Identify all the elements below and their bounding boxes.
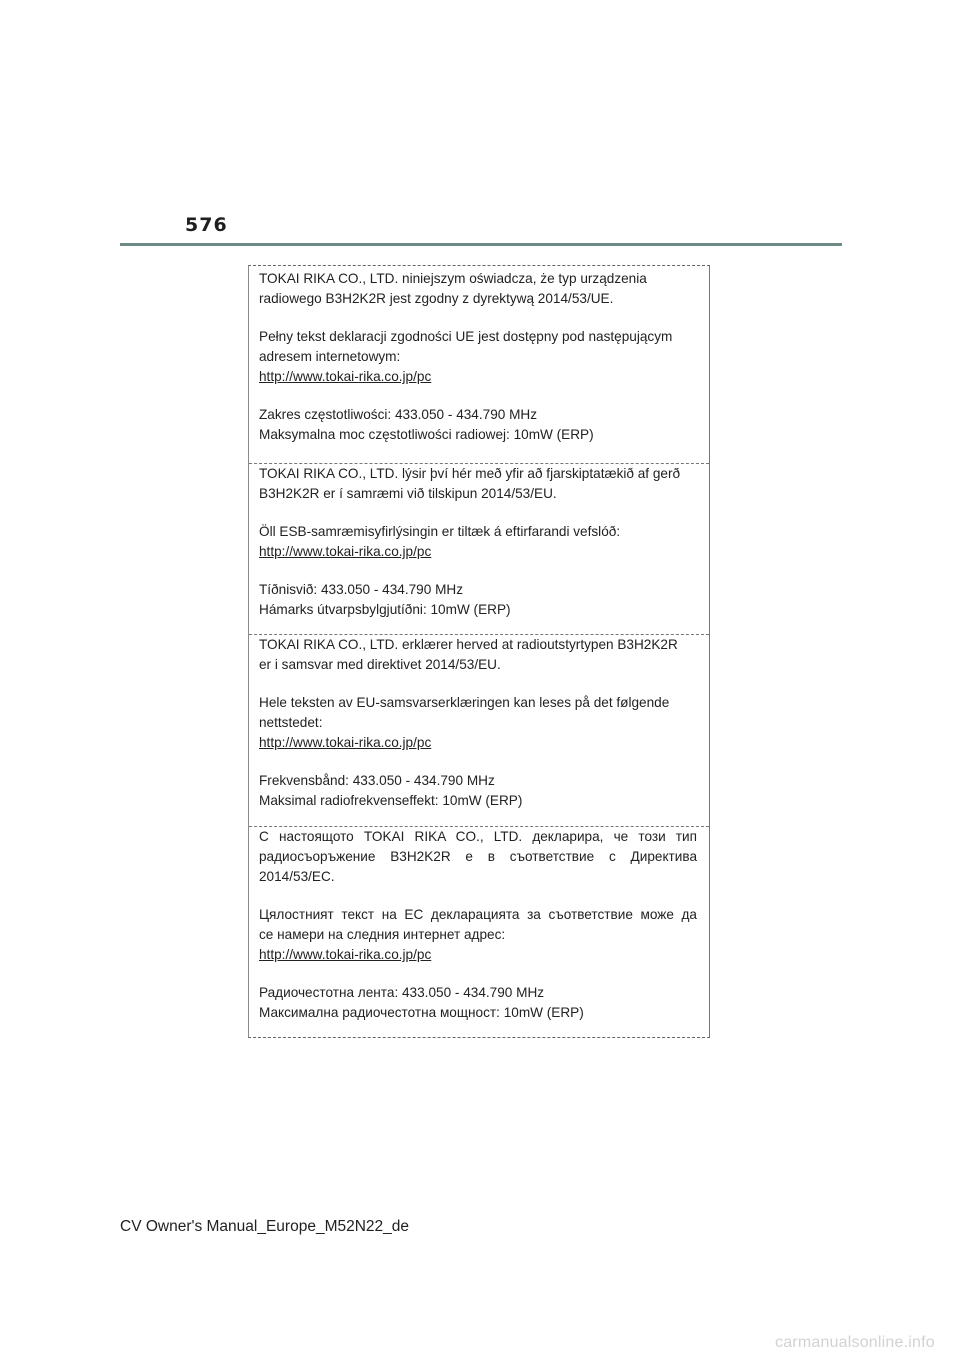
- frequency-range: Tíðnisvið: 433.050 - 434.790 MHz: [259, 582, 464, 597]
- frequency-range: Радиочестотна лента: 433.050 - 434.790 MHz: [259, 985, 545, 1000]
- notice-line: Hele teksten av EU-samsvarserklæringen kan leses på det følgende: [259, 695, 670, 710]
- intro-line: TOKAI RIKA CO., LTD. lýsir því hér með yfir að fjarskiptatækið af gerð: [259, 466, 681, 481]
- frequency-range: Zakres częstotliwości: 433.050 - 434.790 MHz: [259, 407, 538, 422]
- declaration-section-bg: [249, 826, 709, 1023]
- notice-line: Pełny tekst deklaracji zgodności UE jest dostępny pod następującym: [259, 329, 673, 344]
- declaration-box: [248, 265, 710, 1038]
- notice-line: adresem internetowym:: [259, 349, 401, 364]
- declaration-section-is: [249, 463, 709, 620]
- notice-line: Цялостният текст на ЕС декларацията за съответствие може да: [259, 907, 697, 922]
- notice-line: nettstedet:: [259, 715, 323, 730]
- notice-line: се намери на следния интернет адрес:: [259, 927, 506, 942]
- header-rule: [120, 243, 842, 246]
- max-power: Максимална радиочестотна мощност: 10mW (ERP): [259, 1005, 584, 1020]
- max-power: Hámarks útvarpsbylgjutíðni: 10mW (ERP): [259, 602, 511, 617]
- declaration-section-pl: [249, 269, 709, 445]
- intro-line: радиосъоръжение B3H2K2R е в съответствие с Директива: [259, 849, 697, 864]
- frequency-range: Frekvensbånd: 433.050 - 434.790 MHz: [259, 773, 495, 788]
- max-power: Maksymalna moc częstotliwości radiowej: 10mW (ERP): [259, 427, 594, 442]
- notice-line: Öll ESB-samræmisyfirlýsingin er tiltæk á eftirfarandi vefslóð:: [259, 524, 621, 539]
- intro-line: С настоящото TOKAI RIKA CO., LTD. декларира, че този тип: [259, 829, 697, 844]
- intro-line: TOKAI RIKA CO., LTD. niniejszym oświadcza, że typ urządzenia: [259, 271, 647, 286]
- intro-line: radiowego B3H2K2R jest zgodny z dyrektywą 2014/53/UE.: [259, 291, 614, 306]
- intro-line: TOKAI RIKA CO., LTD. erklærer herved at radioutstyrtypen B3H2K2R: [259, 637, 678, 652]
- declaration-link[interactable]: http://www.tokai-rika.co.jp/pc: [259, 735, 432, 750]
- watermark: carmanualsonline.info: [775, 1334, 935, 1351]
- intro-line: B3H2K2R er í samræmi við tilskipun 2014/53/EU.: [259, 486, 557, 501]
- declaration-section-no: [249, 634, 709, 811]
- declaration-link[interactable]: http://www.tokai-rika.co.jp/pc: [259, 369, 432, 384]
- footer-manual-name: CV Owner's Manual_Europe_M52N22_de: [120, 1218, 410, 1235]
- declaration-link[interactable]: http://www.tokai-rika.co.jp/pc: [259, 544, 432, 559]
- intro-line: 2014/53/ЕС.: [259, 869, 335, 884]
- declaration-link[interactable]: http://www.tokai-rika.co.jp/pc: [259, 947, 432, 962]
- max-power: Maksimal radiofrekvenseffekt: 10mW (ERP): [259, 793, 523, 808]
- intro-line: er i samsvar med direktivet 2014/53/EU.: [259, 657, 501, 672]
- page-number: 576: [185, 214, 228, 236]
